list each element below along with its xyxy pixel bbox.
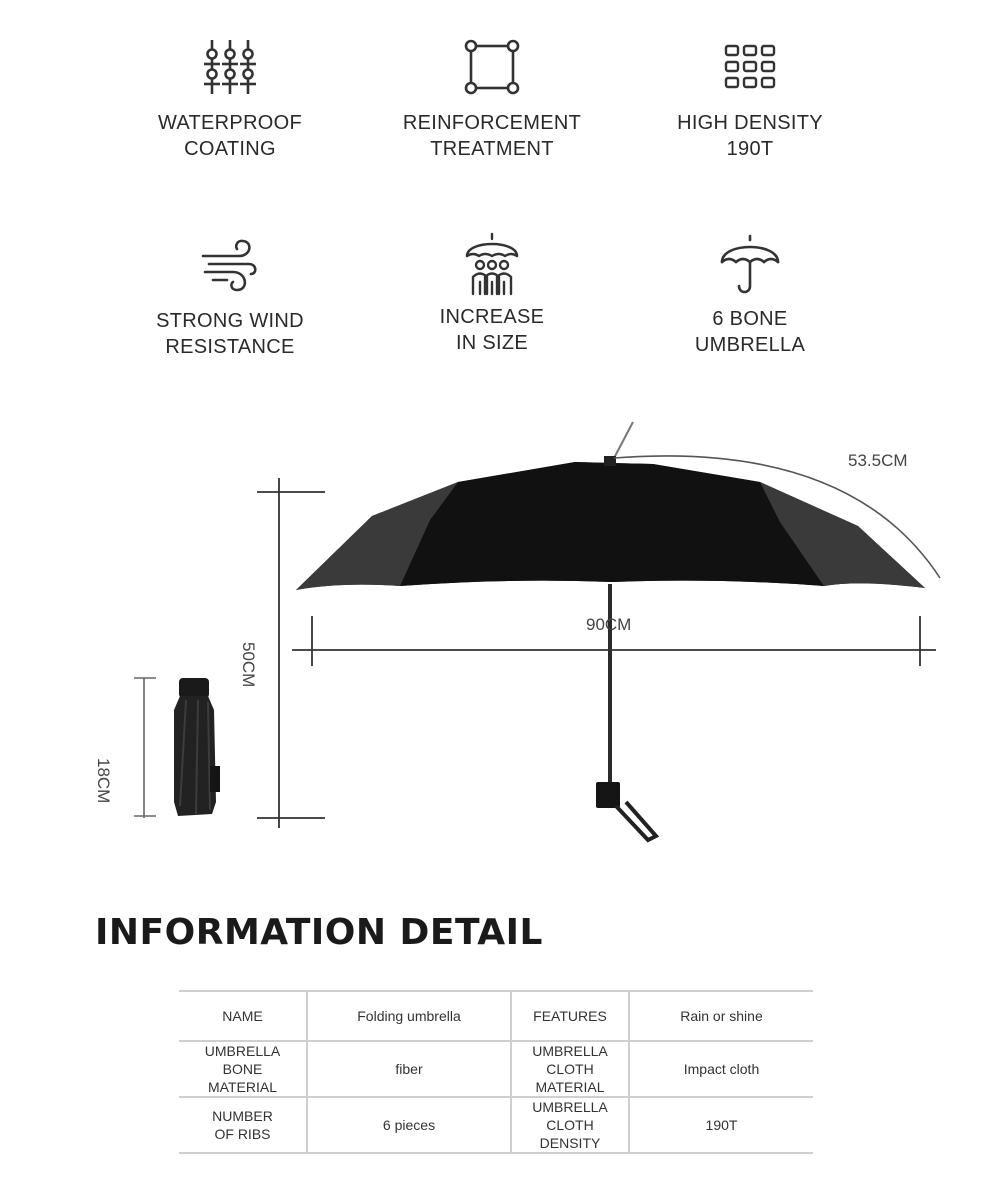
reinforcement-icon <box>462 38 522 96</box>
table-cell: 190T <box>629 1097 813 1153</box>
table-row <box>179 1097 813 1153</box>
feature-six-bone <box>630 234 870 358</box>
info-table <box>179 990 813 1154</box>
table-cell: Rain or shine <box>629 991 813 1041</box>
feature-label: INCREASE IN SIZE <box>439 306 545 354</box>
feature-label: REINFORCEMENT TREATMENT <box>402 112 582 160</box>
folded-umbrella-image <box>174 678 220 816</box>
width-label: 90CM <box>586 615 632 634</box>
table-cell: FEATURES <box>511 991 629 1041</box>
feature-label: HIGH DENSITY 190T <box>677 112 823 160</box>
feature-waterproof-coating <box>110 38 350 162</box>
table-cell: UMBRELLA CLOTH DENSITY <box>511 1097 629 1153</box>
feature-reinforcement-treatment <box>372 38 612 162</box>
rib-length-label: 53.5CM <box>848 451 908 470</box>
table-row <box>179 1041 813 1097</box>
feature-label: 6 BONE UMBRELLA <box>694 308 806 356</box>
feature-high-density <box>630 38 870 162</box>
umbrella-dimension-diagram <box>0 410 1000 860</box>
feature-label: WATERPROOF COATING <box>157 112 303 160</box>
table-cell: UMBRELLA CLOTH MATERIAL <box>511 1041 629 1097</box>
table-cell: Impact cloth <box>629 1041 813 1097</box>
table-cell: 6 pieces <box>307 1097 511 1153</box>
feature-increase-size <box>372 232 612 356</box>
table-cell: Folding umbrella <box>307 991 511 1041</box>
folded-length-label: 18CM <box>94 758 113 804</box>
table-cell: fiber <box>307 1041 511 1097</box>
coating-icon <box>200 38 260 96</box>
people-umbrella-icon <box>461 232 523 298</box>
feature-strong-wind <box>110 236 350 360</box>
table-row <box>179 991 813 1041</box>
umbrella-icon <box>719 234 781 296</box>
table-cell: NAME <box>179 991 307 1041</box>
table-cell: UMBRELLA BONE MATERIAL <box>179 1041 307 1097</box>
feature-label: STRONG WIND RESISTANCE <box>156 310 304 358</box>
height-label: 50CM <box>239 642 258 688</box>
table-cell: NUMBER OF RIBS <box>179 1097 307 1153</box>
wind-icon <box>199 236 261 294</box>
grid-icon <box>720 38 780 96</box>
section-title: INFORMATION DETAIL <box>95 912 543 953</box>
